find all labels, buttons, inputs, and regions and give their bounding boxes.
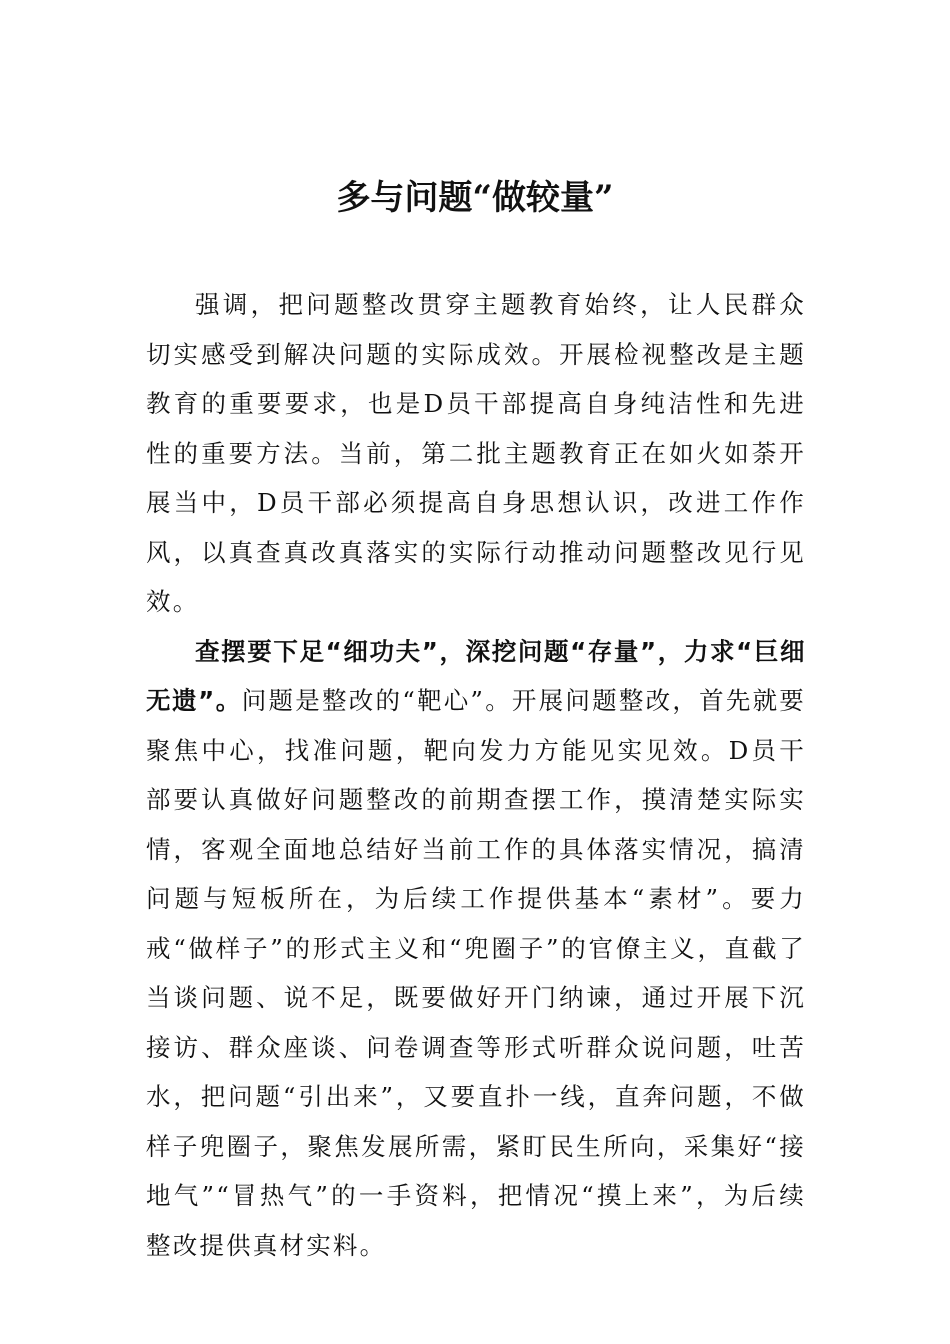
section-one-text: 问题是整改的“靶心”。开展问题整改，首先就要聚焦中心，找准问题，靶向发力方能见实见效。D员干部要认真做好问题整改的前期查摆工作，摸清楚实际实情，客观全面地总结好当前工作的具体落实情况，搞清问题与短板所在，为后续工作提供基本“素材”。要力戒“做样子”的形式主义和“兜圈子”的官僚主义，直截了当谈问题、说不足，既要做好开门纳谏，通过开展下沉接访、群众座谈、问卷调查等形式听群众说问题，吐苦水，把问题“引出来”，又要直扑一线，直奔问题，不做样子兜圈子，聚焦发展所需，紧盯民生所向，采集好“接地气”“冒热气”的一手资料，把情况“摸上来”，为后续整改提供真材实料。 [146,686,807,1260]
paragraph-section-one [146,627,806,1271]
paragraph-intro-text: 强调，把问题整改贯穿主题教育始终，让人民群众切实感受到解决问题的实际成效。开展检视整改是主题教育的重要要求，也是D员干部提高自身纯洁性和先进性的重要方法。当前，第二批主题教育正在如火如荼开展当中，D员干部必须提高自身思想认识，改进工作作风，以真查真改真落实的实际行动推动问题整改见行见效。 [146,290,806,616]
document-title: 多与问题“做较量” [336,178,614,218]
document-body [146,280,806,1270]
paragraph-intro [146,280,806,627]
section-one-lead-sentence: 查摆要下足“细功夫”，深挖问题“存量”，力求“巨细无遗”。 [146,636,806,715]
